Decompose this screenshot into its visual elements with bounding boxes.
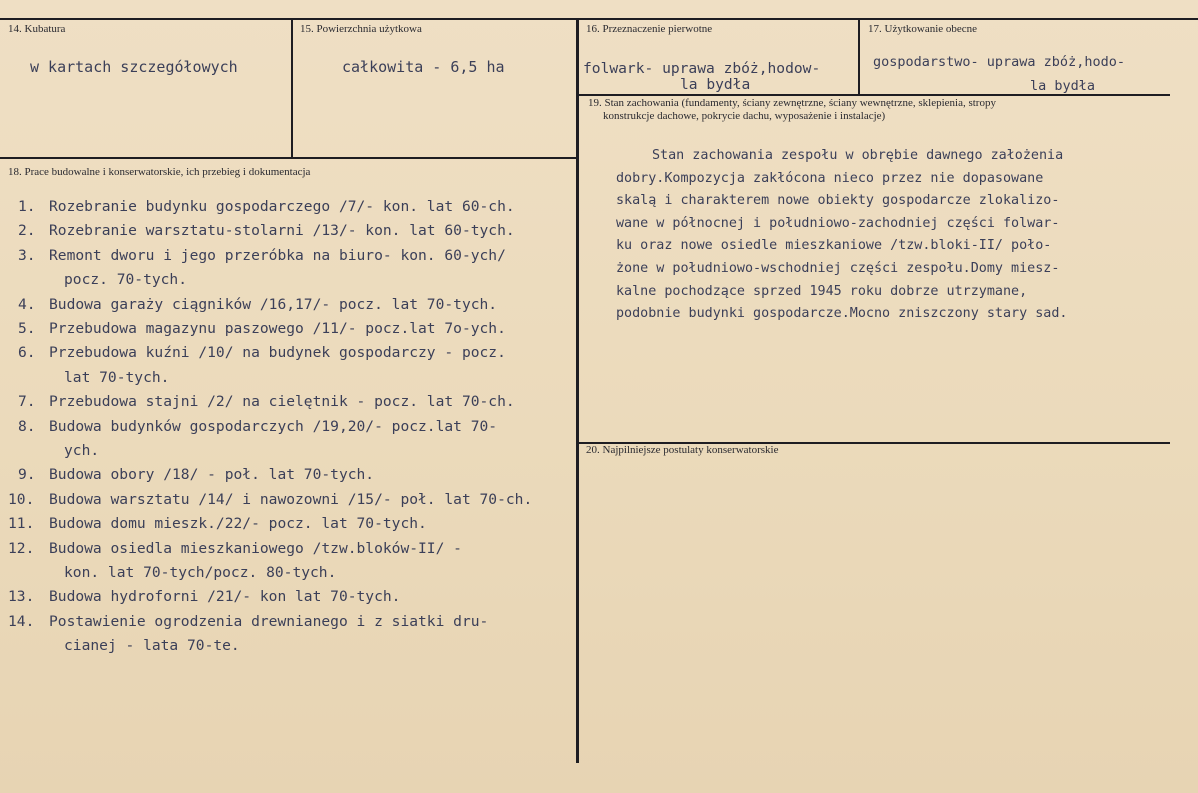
- condition-text-line: wane w północnej i południowo-zachodniej części folwar-: [616, 215, 1060, 231]
- work-item-text: Przebudowa magazynu paszowego /11/- pocz.lat 7o-ych.: [49, 320, 506, 337]
- work-item-text: Budowa budynków gospodarczych /19,20/- pocz.lat 70-: [49, 417, 498, 435]
- work-item-text: Przebudowa kuźni /10/ na budynek gospodarczy - pocz.: [49, 344, 506, 362]
- work-item-text: Postawienie ogrodzenia drewnianego i z siatki dru-: [49, 612, 489, 630]
- field-19-label-line2: konstrukcje dachowe, pokrycie dachu, wyposażenie i instalacje): [603, 110, 886, 122]
- divider-14-15: [291, 18, 293, 158]
- work-item-number: 2.: [18, 222, 36, 240]
- work-item-text: Budowa domu mieszk./22/- pocz. lat 70-tych.: [49, 515, 427, 533]
- work-item-continuation: cianej - lata 70-te.: [64, 637, 240, 655]
- field-18-label: 18. Prace budowalne i konserwatorskie, ich przebieg i dokumentacja: [8, 166, 311, 178]
- field-14-value: w kartach szczegółowych: [30, 58, 238, 76]
- field-16-value-line2: la bydła: [680, 76, 751, 93]
- work-item-text: Rozebranie budynku gospodarczego /7/- kon. lat 60-ch.: [49, 198, 515, 215]
- field-17-value-line2: la bydła: [1030, 78, 1096, 94]
- work-item-continuation: pocz. 70-tych.: [64, 271, 188, 289]
- work-item-text: Budowa garaży ciągników /16,17/- pocz. lat 70-tych.: [49, 295, 498, 313]
- work-item-number: 8.: [18, 417, 36, 435]
- work-item-number: 9.: [18, 466, 36, 484]
- rule-under-15: [0, 157, 578, 159]
- field-17-value-line1: gospodarstwo- uprawa zbóż,hodo-: [873, 54, 1125, 70]
- divider-16-17: [858, 18, 860, 96]
- work-item-number: 3.: [18, 246, 36, 264]
- work-item-number: 6.: [18, 344, 36, 362]
- field-19-label-line1: 19. Stan zachowania (fundamenty, ściany zewnętrzne, ściany wewnętrzne, sklepienia, stropy: [588, 97, 996, 109]
- condition-text-line: podobnie budynki gospodarcze.Mocno zniszczony stary sad.: [616, 306, 1068, 322]
- work-item-number: 5.: [18, 320, 36, 337]
- work-item-number: 1.: [18, 198, 36, 215]
- work-item-continuation: ych.: [64, 442, 100, 459]
- work-item-text: Budowa hydroforni /21/- kon lat 70-tych.: [49, 588, 401, 606]
- work-item-text: Rozebranie warsztatu-stolarni /13/- kon. lat 60-tych.: [49, 222, 515, 240]
- work-item-text: Budowa warsztatu /14/ i nawozowni /15/- poł. lat 70-ch.: [49, 490, 533, 508]
- field-16-value-line1: folwark- uprawa zbóż,hodow-: [583, 60, 821, 77]
- work-item-number: 7.: [18, 393, 36, 411]
- field-17-label: 17. Użytkowanie obecne: [868, 23, 978, 35]
- work-item-number: 4.: [18, 295, 36, 313]
- work-item-text: Remont dworu i jego przeróbka na biuro- kon. 60-ych/: [49, 246, 506, 264]
- condition-text-line: żone w południowo-wschodniej części zespołu.Domy miesz-: [616, 261, 1060, 276]
- work-item-text: Budowa obory /18/ - poł. lat 70-tych.: [49, 466, 375, 484]
- work-item-number: 10.: [8, 490, 35, 508]
- work-item-continuation: kon. lat 70-tych/pocz. 80-tych.: [64, 564, 337, 581]
- rule-under-16-17: [578, 94, 1170, 96]
- work-item-number: 12.: [8, 539, 35, 557]
- field-15-label: 15. Powierzchnia użytkowa: [300, 23, 422, 35]
- work-item-number: 13.: [8, 588, 35, 606]
- condition-text-line: ku oraz nowe osiedle mieszkaniowe /tzw.bloki-II/ poło-: [616, 238, 1052, 254]
- field-16-label: 16. Przeznaczenie pierwotne: [586, 23, 713, 35]
- work-item-number: 11.: [8, 515, 35, 533]
- field-15-value: całkowita - 6,5 ha: [342, 58, 505, 76]
- field-14-label: 14. Kubatura: [8, 23, 66, 35]
- field-20-label: 20. Najpilniejsze postulaty konserwatorskie: [586, 444, 779, 456]
- work-item-continuation: lat 70-tych.: [64, 368, 170, 386]
- condition-text-line: Stan zachowania zespołu w obrębie dawnego założenia: [652, 148, 1064, 163]
- condition-text-line: dobry.Kompozycja zakłócona nieco przez nie dopasowane: [616, 170, 1044, 186]
- top-rule: [0, 18, 1198, 20]
- condition-text-line: skalą i charakterem nowe obiekty gospodarcze zlokalizo-: [616, 193, 1060, 209]
- condition-text-line: kalne pochodzące sprzed 1945 roku dobrze utrzymane,: [616, 283, 1028, 299]
- work-item-number: 14.: [8, 612, 35, 630]
- work-item-text: Budowa osiedla mieszkaniowego /tzw.bloków-II/ -: [49, 539, 462, 557]
- work-item-text: Przebudowa stajni /2/ na cielętnik - pocz. lat 70-ch.: [49, 393, 515, 411]
- main-vertical-divider: [576, 18, 579, 763]
